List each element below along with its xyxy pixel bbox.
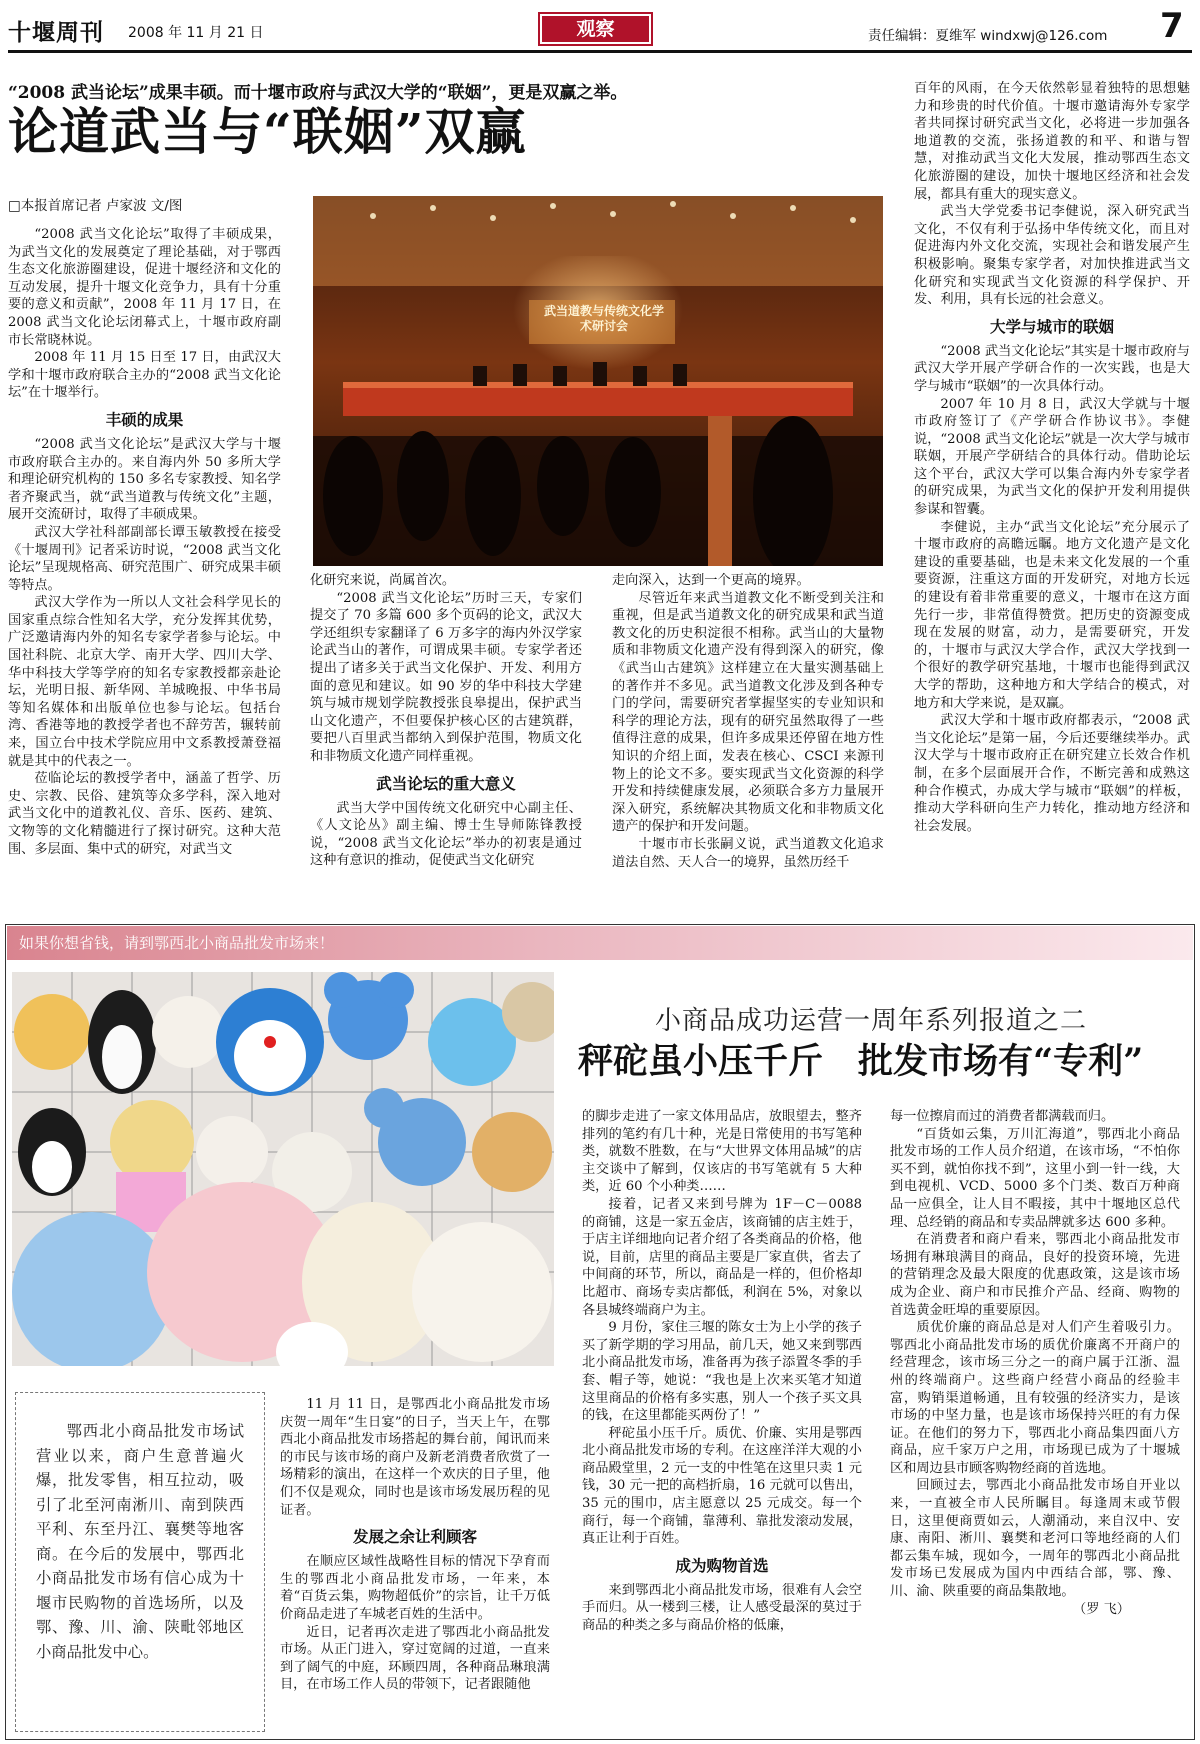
paragraph: 百年的风雨，在今天依然彰显着独特的思想魅力和珍贵的时代价值。十堰市邀请海外专家学者共同探讨研究武当文化，必将进一步加强各地道教的交流，张扬道教的和平、和谐与智慧，对推动武当文化大发展，推动鄂西生态文化旅游圈的建设，加快十堰地区经济和社会发展，都具有重大的现实意义。 [914,81,1190,202]
paragraph: 在顺应区域性战略性目标的情况下孕育而生的鄂西北小商品批发市场，一年来，本着“百货云集，购物超低价”的宗旨，让千万低价商品走进了车城老百姓的生活中。 [280,1554,550,1622]
subheading: 大学与城市的联姻 [989,317,1114,336]
paragraph: 莅临论坛的教授学者中，涵盖了哲学、历史、宗教、民俗、建筑等众多学科，深入地对武当文化中的道教礼仪、音乐、医药、建筑、文物等的文化精髓进行了探讨研究。这种大范围、多层面、集中式的研究，对武当文 [8,771,281,857]
paragraph: 武汉大学社科部副部长谭玉敏教授在接受《十堰周刊》记者采访时说，“2008 武当文化论坛”呈现规格高、研究范围广、研究成果丰硕等特点。 [8,524,281,593]
paragraph: 接着，记者又来到号牌为 1F－C－0088 的商铺，这是一家五金店，该商铺的店主姓于，于店主详细地向记者介绍了各类商品的价格，他说，目前，店里的商品主要是厂家直供，省去了中间商的环节，所以，商品是一样的，但价格却比超市、商场专卖店都低，利润在 5%，对象以各县城终端商户为主。 [582,1196,862,1318]
paragraph: 回顾过去，鄂西北小商品批发市场自开业以来，一直被全市人民所瞩目。每逢周末或节假日，这里便商贾如云，人潮涌动，来自汉中、安康、南阳、淅川、襄樊和老河口等地经商的人们都云集车城，现如今，一周年的鄂西北小商品批发市场已发展成为国内中西结合部，鄂、豫、川、渝、陕重要的商品集散地。 [890,1478,1180,1600]
article-byline: □本报首席记者 卢家波 文/图 [8,198,183,214]
subheading: 丰硕的成果 [105,410,184,429]
paragraph: 尽管近年来武当道教文化不断受到关注和重视，但是武当道教文化的研究成果和武当道教文化的历史积淀很不相称。武当山的大量物质和非物质文化遗产没有得到深入的研究，像《武当山古建筑》这样建立在大量实测基础上的著作并不多见。武当道教文化涉及到各种专门的学问，需要研究者掌握坚实的专业知识和科学的理论方法，现有的研究虽然取得了一些值得注意的成果，但许多成果还停留在地方性知识的介绍上面，发表在核心、CSCI 来源刊物上的论文不多。要实现武当文化资源的科学开发和持续健康发展，必须联合多方力量展开深入研究，系统解决其物质文化和非物质文化遗产的保护和开发问题。 [612,590,884,835]
paragraph: 质优价廉的商品总是对人们产生着吸引力。鄂西北小商品批发市场的质优价廉离不开商户的经营理念，该市场三分之一的商户属于江浙、温州的终端商户。这些商户经营小商品的经验丰富，购销渠道畅通，且有较强的经济实力，是该市场的中坚力量，也是该市场保持兴旺的有力保证。在他们的努力下，鄂西北小商品集四面八方商品，应千家万户之用，市场现已成为了十堰城区和周边县市顾客购物经商的首选地。 [890,1320,1180,1476]
subheading: 成为购物首选 [675,1556,769,1575]
conference-photo [313,196,883,566]
paragraph: 9 月份，家住三堰的陈女士为上小学的孩子买了新学期的学习用品，前几天，她又来到鄂西北小商品批发市场，准备再为孩子添置冬季的手套、帽子等，她说：“我也是上次来买笔才知道这里商品的价格有多实惠，别人一个孩子买文具的钱，在这里都能买两份了！” [582,1320,862,1424]
article1-column-2 [310,572,582,870]
paragraph: 武汉大学作为一所以人文社会科学见长的国家重点综合性知名大学，充分发挥其优势，广泛邀请海内外的知名专家学者参与论坛。中国社科院、北京大学、南开大学、四川大学、华中科技大学等学府的知名专家教授都亲赴论坛，光明日报、新华网、羊城晚报、中华书局等知名媒体和出版单位也参与论坛。包括台湾、香港等地的教授学者也不辞劳苦，辗转前来，国立台中技术学院应用中文系教授萧登福就是其中的代表之一。 [8,595,281,769]
paragraph: “2008 武当文化论坛”取得了丰硕成果，为武当文化的发展奠定了理论基础，对于鄂西生态文化旅游圈建设，促进十堰经济和文化的互动发展，提升十堰文化竞争力，具有十分重要的意义和贡献”，2008 年 11 月 17 日，在 2008 武当文化论坛闭幕式上，十堰市政府副市长常晓林说。 [8,227,281,348]
paragraph: 秤砣虽小压千斤。质优、价廉、实用是鄂西北小商品批发市场的专利。在这座洋洋大观的小商品殿堂里，2 元一支的中性笔在这里只卖 1 元钱，30 元一把的高档折扇，16 元就可以售出，35 元的围巾，店主愿意以 25 元成交。每一个商行，每一个商铺，靠薄利、靠批发滚动发展，真正让利于百姓。 [582,1425,862,1547]
paragraph: “2008 武当文化论坛”历时三天，专家们提交了 70 多篇 600 多个页码的论文，武汉大学还组织专家翻译了 6 万多字的海内外汉学家论武当山的著作，可谓成果丰硕。专家学者还提出了诸多关于武当文化保护、开发、利用方面的意见和建议。如 90 岁的华中科技大学建筑与城市规划学院教授张良皋提出，保护武当山文化遗产，不但要保护核心区的古建筑群，要把八百里武当都纳入到保护范围，物质文化和非物质文化遗产同样重视。 [310,590,582,764]
editor-credit: 责任编辑：夏维军 windxwj@126.com [868,28,1108,44]
paragraph: 化研究来说，尚属首次。 [310,573,456,588]
advertorial-column-1 [280,1396,550,1694]
advertorial-column-2 [582,1108,862,1635]
photo-banner-text: 武当道教与传统文化学术研讨会 [543,304,664,333]
subheading: 发展之余让利顾客 [352,1528,477,1547]
paragraph: 11 月 11 日，是鄂西北小商品批发市场庆贺一周年“生日宴”的日子，当天上午，在鄂西北小商品批发市场搭起的舞台前，闻讯而来的市民与该市场的商户及新老消费者欣赏了一场精彩的演出，在这样一个欢庆的日子里，他们不仅是观众，同时也是该市场发展历程的见证者。 [280,1397,550,1518]
paragraph: 近日，记者再次走进了鄂西北小商品批发市场。从正门进入，穿过宽阔的过道，一直来到了阔气的中庭，环顾四周，各种商品琳琅满目，在市场工作人员的带领下，记者跟随他 [280,1624,550,1693]
paragraph: 十堰市市长张嗣义说，武当道教文化追求道法自然、天人合一的境界，虽然历经千 [612,836,884,870]
paragraph: “百货如云集，万川汇海道”，鄂西北小商品批发市场的工作人员介绍道，在该市场，“不怕你买不到，就怕你找不到”，这里小到一针一线，大到电视机、VCD、5000 多个门类、数百万种商品一应俱全，让人目不暇接，其中十堰地区总代理、总经销的商品和专卖品牌就多达 600 多种。 [890,1126,1180,1230]
paragraph: 2008 年 11 月 15 日至 17 日，由武汉大学和十堰市政府联合主办的“2008 武当文化论坛”在十堰举行。 [8,350,281,401]
advertorial-intro: 鄂西北小商品批发市场试营业以来，商户生意普遍火爆，批发零售，相互拉动，吸引了北至河南淅川、南到陕西平利、东至丹江、襄樊等地客商。在今后的发展中，鄂西北小商品批发市场有信心成为十堰市民购物的首选场所，以及鄂、豫、川、渝、陕毗邻地区小商品批发中心。 [36,1422,244,1661]
page-number: 7 [1160,6,1184,46]
paragraph: 走向深入，达到一个更高的境界。 [612,573,810,588]
paragraph: 武汉大学和十堰市政府都表示，“2008 武当文化论坛”是第一届，今后还要继续举办。武汉大学与十堰市政府正在研究建立长效合作机制，在多个层面展开合作，不断完善和成熟这种合作模式，办成大学与城市“联姻”的样板，推动大学科研向生产力转化，推动地方经济和社会发展。 [914,713,1190,834]
paragraph: 李健说，主办“武当文化论坛”充分展示了十堰市政府的高瞻远瞩。地方文化遗产是文化建设的重要基础，也是未来文化发展的一个重要资源，注重这方面的开发研究，对地方长远的建设有着非常重要的意义，十堰市在这方面先行一步，非常值得赞赏。把历史的资源变成现在发展的财富，动力，是需要研究，开发的，十堰市与武汉大学合作，武汉大学找到一个很好的教学研究基地，十堰市也能得到武汉大学的帮助，这种地方和大学结合的模式，对地方和大学来说，是双赢。 [914,519,1190,711]
paragraph: “2008 武当文化论坛”是武汉大学与十堰市政府联合主办的。来自海内外 50 多所大学和理论研究机构的 150 多名专家教授、知名学者齐聚武当，就“武当道教与传统文化”主题，展开交流研讨，取得了丰硕成果。 [8,436,281,523]
toys-photo [12,972,554,1366]
section-name: 观察 [542,16,649,42]
article1-column-3 [612,572,884,871]
article1-column-4 [914,80,1190,835]
issue-date: 2008 年 11 月 21 日 [128,25,264,41]
advertorial-banner [7,926,1193,960]
paragraph: 来到鄂西北小商品批发市场，很难有人会空手而归。从一楼到三楼，让人感受最深的莫过于商品的种类之多与商品价格的低廉， [582,1582,862,1634]
paper-name: 十堰周刊 [8,20,104,46]
advertorial-headline: 秤砣虽小压千斤 批发市场有“专利” [578,1041,1144,1082]
paragraph: 每一位擦肩而过的消费者都满载而归。 [890,1109,1115,1124]
paragraph: “2008 武当文化论坛”其实是十堰市政府与武汉大学开展产学研合作的一次实践，也是大学与城市“联姻”的一次具体行动。 [914,343,1190,394]
paragraph: 2007 年 10 月 8 日，武汉大学就与十堰市政府签订了《产学研合作协议书》。李健说，“2008 武当文化论坛”就是一次大学与城市联姻，开展产学研结合的具体行动。借助论坛这个平台，武汉大学可以集合海内外专家学者的研究成果，为武当文化的保护开发利用提供参谋和智囊。 [914,396,1190,518]
article-headline: 论道武当与“联姻”双赢 [8,102,527,161]
series-title: 小商品成功运营一周年系列报道之二 [655,1006,1088,1036]
section-tab [538,12,653,46]
advertorial-intro-box [15,1392,265,1732]
article1-column-1 [8,226,281,858]
paragraph: 武当大学中国传统文化研究中心副主任、《人文论丛》副主编、博士生导师陈锋教授说，“2008 武当文化论坛”举办的初衷是通过这种有意识的推动，促使武当文化研究 [310,800,582,869]
paragraph: 武当大学党委书记李健说，深入研究武当文化，不仅有利于弘扬中华传统文化，而且对促进海内外文化交流，实现社会和谐发展产生积极影响。聚集专家学者，对加快推进武当文化研究和实现武当文化资源的科学保护、开发、利用，具有长远的社会意义。 [914,204,1190,308]
paragraph: 在消费者和商户看来，鄂西北小商品批发市场拥有琳琅满目的商品，良好的投资环境，先进的营销理念及最大限度的优惠政策，这是该市场成为企业、商户和市民推介产品、经商、购物的首选黄金旺埠的重要原因。 [890,1232,1180,1318]
paragraph: 的脚步走进了一家文体用品店，放眼望去，整齐排列的笔约有几十种，光是日常使用的书写笔种类，就数不胜数，在与“大世界文体用品城”的店主交谈中了解到，仅该店的书写笔就有 5 大种类，近 60 个小种类…… [582,1109,862,1195]
masthead [0,0,1200,56]
advertorial-column-3 [890,1108,1180,1618]
article-kicker: “2008 武当论坛”成果丰硕。而十堰市政府与武汉大学的“联姻”，更是双赢之举。 [8,83,628,103]
advertorial-banner-text: 如果你想省钱，请到鄂西北小商品批发市场来！ [19,934,335,952]
author-signature: （罗 飞） [1073,1601,1130,1617]
subheading: 武当论坛的重大意义 [376,774,516,793]
header-rule [8,50,1192,53]
